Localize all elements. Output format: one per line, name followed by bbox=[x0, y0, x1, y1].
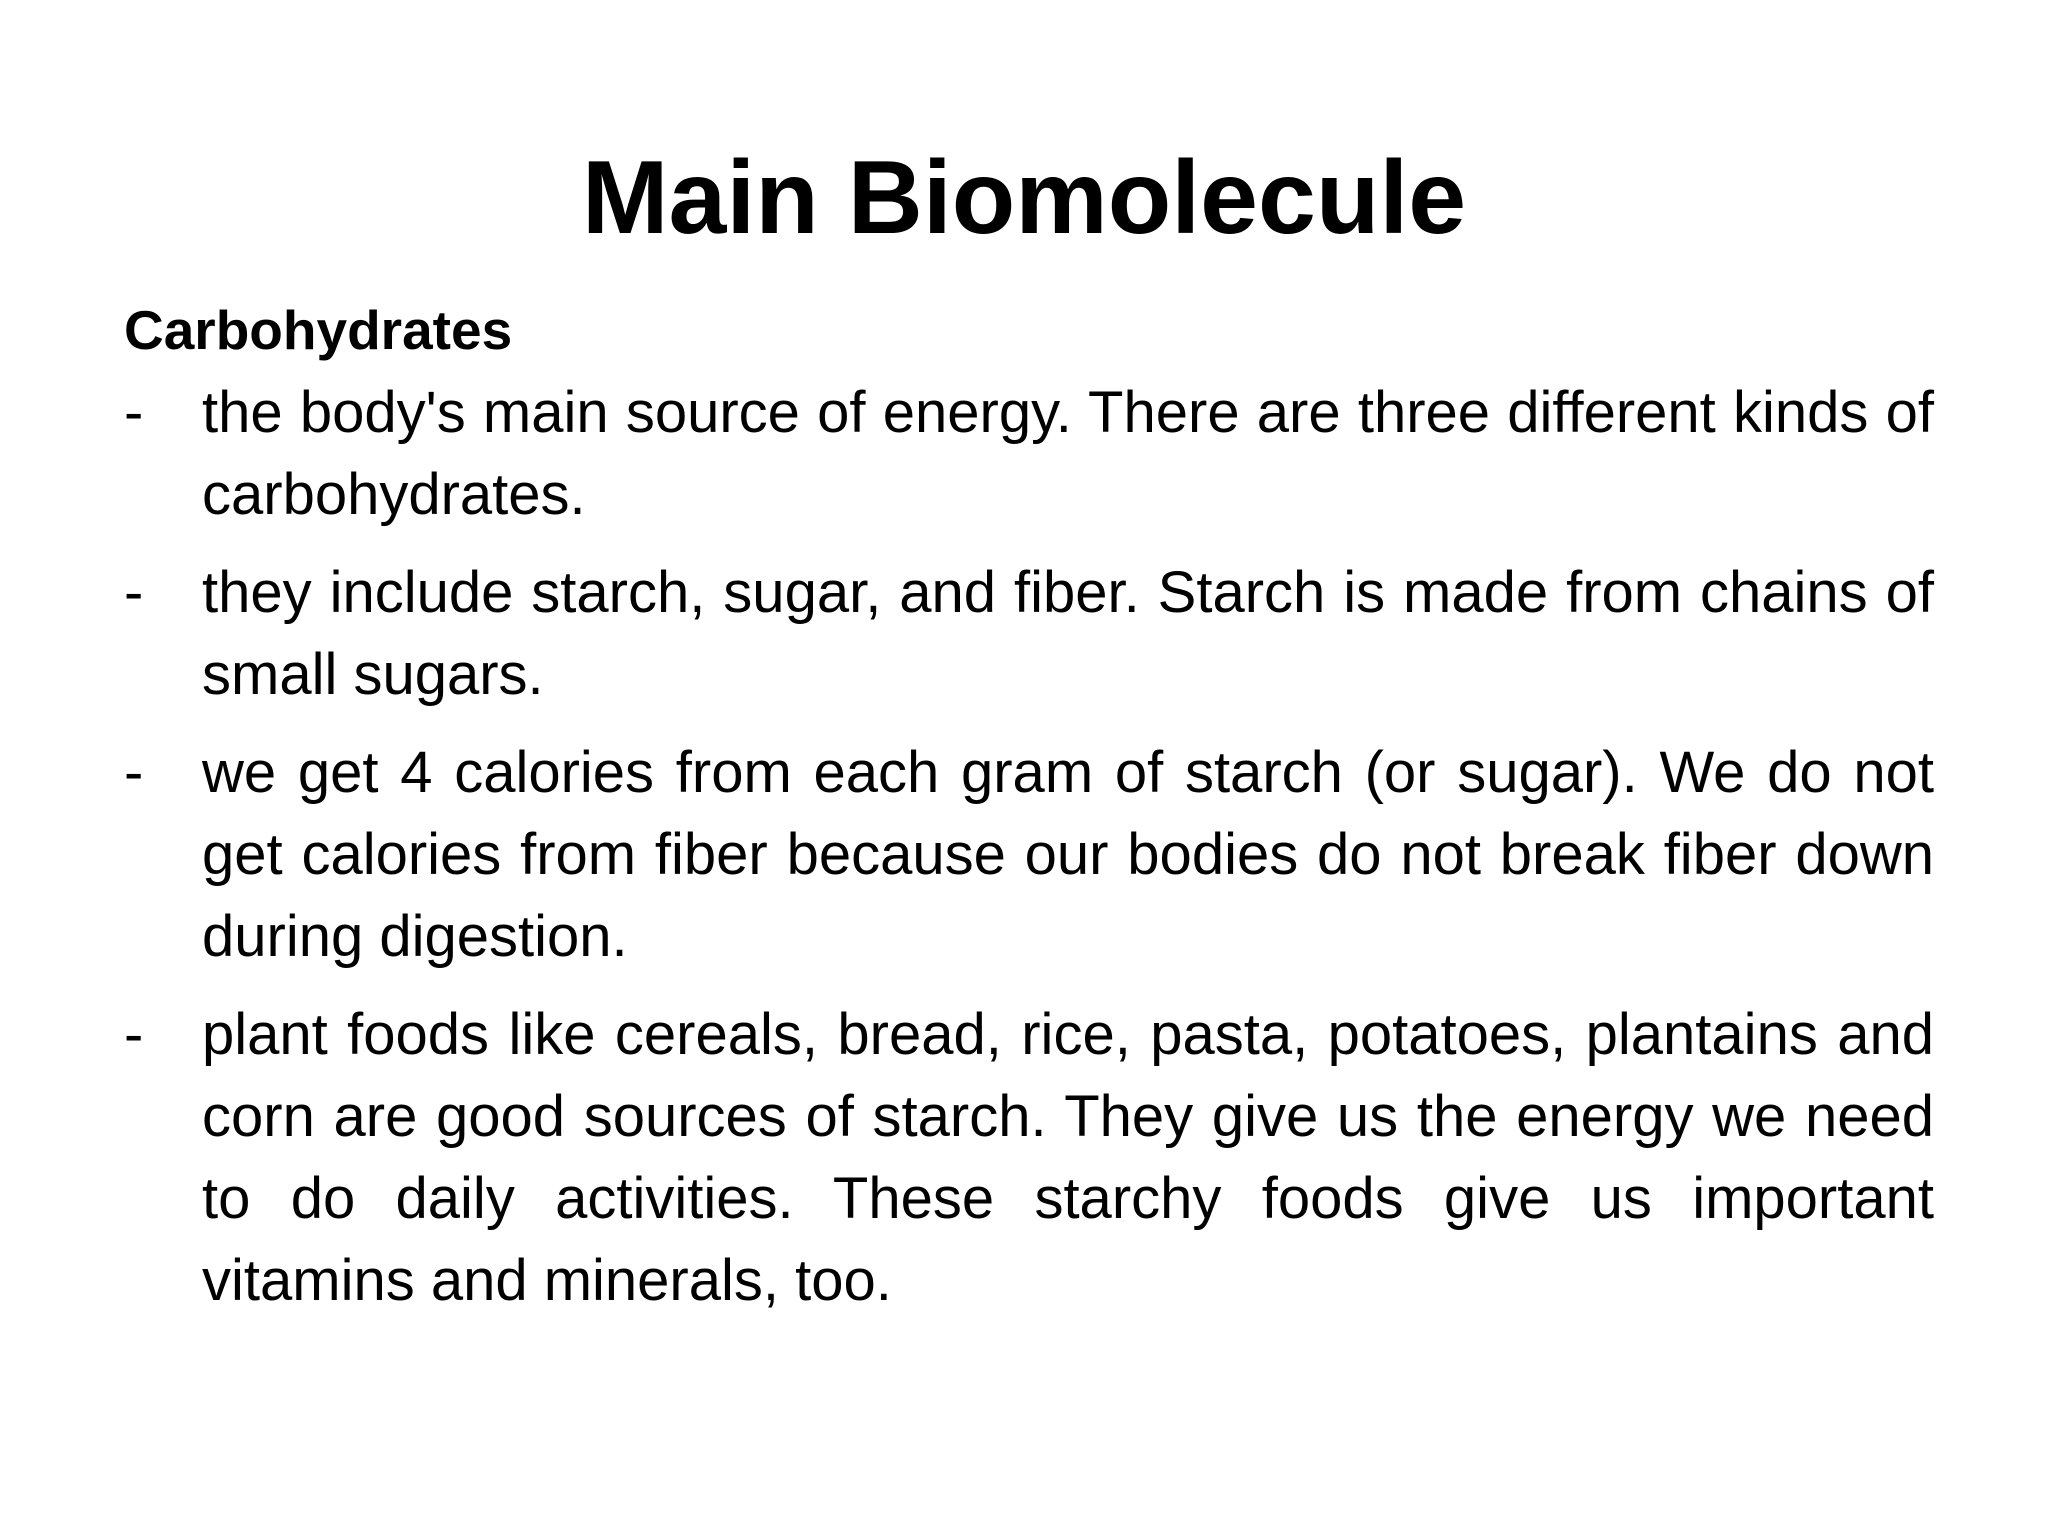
slide-content bbox=[124, 290, 1934, 1338]
bullet-marker: - bbox=[124, 560, 144, 625]
bullet-item bbox=[124, 552, 1934, 716]
bullet-text: they include starch, sugar, and fiber. Starch is made from chains of small sugars. bbox=[202, 560, 1934, 707]
bullet-text: we get 4 calories from each gram of starch (or sugar). We do not get calories from fiber because our bodies do not break fiber down during digestion. bbox=[202, 740, 1934, 969]
bullet-item bbox=[124, 372, 1934, 536]
bullet-marker: - bbox=[124, 380, 144, 445]
bullet-item bbox=[124, 732, 1934, 978]
slide-title: Main Biomolecule bbox=[581, 140, 1467, 256]
bullet-item bbox=[124, 994, 1934, 1322]
bullet-list bbox=[124, 372, 1934, 1322]
bullet-text: the body's main source of energy. There are three different kinds of carbohydrates. bbox=[202, 380, 1934, 527]
bullet-marker: - bbox=[124, 740, 144, 805]
bullet-marker: - bbox=[124, 1002, 144, 1067]
section-heading: Carbohydrates bbox=[124, 299, 513, 361]
bullet-text: plant foods like cereals, bread, rice, pasta, potatoes, plantains and corn are good sources of starch. They give us the energy we need to do daily activities. These starchy foods give us important vitamins and minerals, too. bbox=[202, 1002, 1934, 1313]
